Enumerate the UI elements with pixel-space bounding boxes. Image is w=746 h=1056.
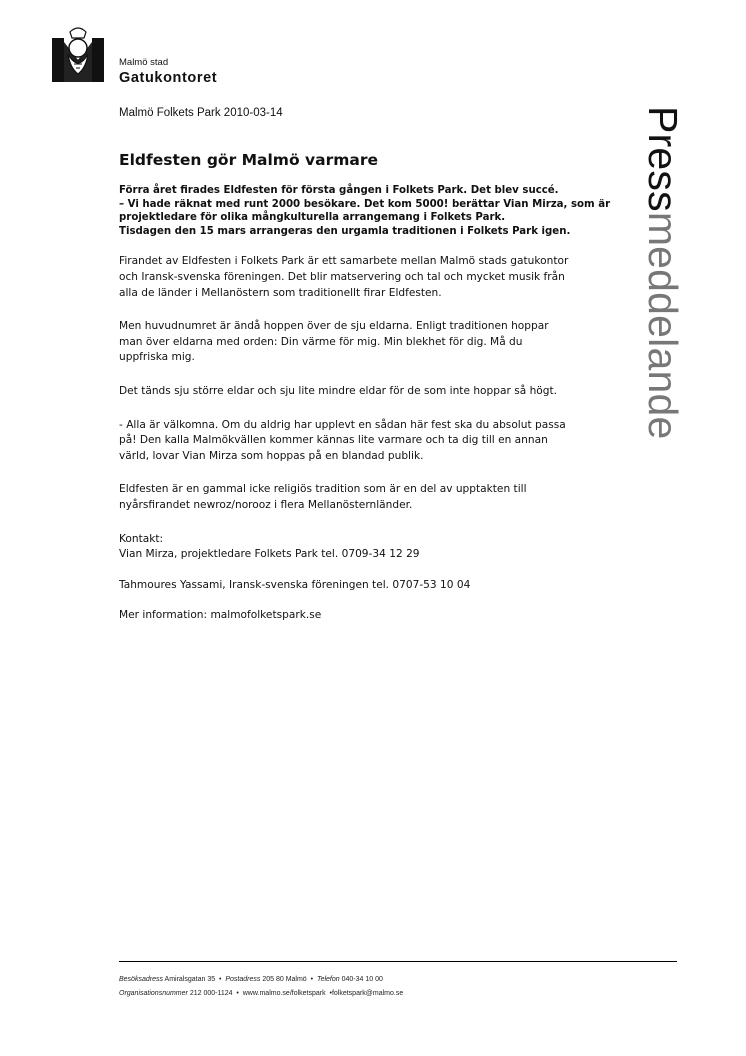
dateline: Malmö Folkets Park 2010-03-14 xyxy=(119,107,283,119)
org-city: Malmö stad xyxy=(119,57,169,68)
paragraph-line: alla de länder i Mellanöstern som traditionellt firar Eldfesten. xyxy=(119,286,442,299)
lead-line: Tisdagen den 15 mars arrangeras den urgamla traditionen i Folkets Park igen. xyxy=(119,225,571,237)
footer-web-link[interactable]: www.malmo.se/folketspark xyxy=(242,990,326,997)
footer-visit-value: Amiralsgatan 35 xyxy=(164,976,216,983)
headline: Eldfesten gör Malmö varmare xyxy=(119,151,378,169)
lead-line: Förra året firades Eldfesten för första gången i Folkets Park. Det blev succé. xyxy=(119,185,559,196)
lead-paragraph xyxy=(119,184,619,238)
contact-line-2 xyxy=(119,578,619,594)
paragraph-fire-jumping xyxy=(119,319,619,366)
footer-line-1 xyxy=(119,973,403,987)
side-label-meddelande: meddelande xyxy=(640,211,686,440)
paragraph-welcome-quote xyxy=(119,418,619,465)
paragraph-tradition xyxy=(119,482,619,513)
contact-block xyxy=(119,532,619,563)
more-info-line: Mer information: malmofolketspark.se xyxy=(119,609,322,622)
footer-line-2 xyxy=(119,987,403,1001)
footer-bullet: • xyxy=(310,976,314,983)
paragraph-fires xyxy=(119,384,619,400)
paragraph-line: Men huvudnumret är ändå hoppen över de sju eldarna. Enligt traditionen hoppar xyxy=(119,320,549,333)
side-label-pressmeddelande xyxy=(640,106,686,440)
paragraph-line: på! Den kalla Malmökvällen kommer kännas lite varmare och ta dig till en annan xyxy=(119,434,548,447)
org-department: Gatukontoret xyxy=(119,70,218,86)
more-information xyxy=(119,608,619,624)
paragraph-line: Firandet av Eldfesten i Folkets Park är ett samarbete mellan Malmö stads gatukontor xyxy=(119,255,569,268)
footer-bullet: • xyxy=(329,990,332,997)
footer xyxy=(119,973,403,1001)
footer-email-link[interactable]: folketspark@malmo.se xyxy=(331,990,404,997)
paragraph-line: - Alla är välkomna. Om du aldrig har upplevt en sådan här fest ska du absolut passa xyxy=(119,418,566,431)
contact-heading: Kontakt: xyxy=(119,532,164,545)
footer-post-label: Postadress xyxy=(225,976,261,983)
paragraph-line: uppfriska mig. xyxy=(119,351,195,364)
lead-line: projektledare för olika mångkulturella arrangemang i Folkets Park. xyxy=(119,212,506,224)
contact-line: Tahmoures Yassami, Iransk-svenska föreningen tel. 0707-53 10 04 xyxy=(119,578,471,591)
footer-phone-value: 040-34 10 00 xyxy=(341,976,383,983)
press-release-body xyxy=(119,150,619,642)
contact-line: Vian Mirza, projektledare Folkets Park tel. 0709-34 12 29 xyxy=(119,548,420,561)
footer-post-value: 205 80 Malmö xyxy=(262,976,307,983)
paragraph-line: och Iransk-svenska föreningen. Det blir matservering och tal och mycket musik från xyxy=(119,270,565,283)
paragraph-line: Eldfesten är en gammal icke religiös tradition som är en del av upptakten till xyxy=(119,483,527,496)
lead-line: – Vi hade räknat med runt 2000 besökare. Det kom 5000! berättar Vian Mirza, som är xyxy=(119,198,611,210)
footer-divider xyxy=(119,961,677,962)
footer-bullet: • xyxy=(219,976,222,983)
footer-visit-label: Besöksadress xyxy=(119,976,163,983)
paragraph-line: nyårsfirandet newroz/norooz i flera Mellanösternländer. xyxy=(119,498,413,511)
footer-phone-label: Telefon xyxy=(316,976,340,983)
paragraph-line: värld, lovar Vian Mirza som hoppas på en blandad publik. xyxy=(119,449,424,462)
side-label-press: Press xyxy=(640,106,686,212)
paragraph-arrangers xyxy=(119,254,619,301)
malmo-coat-of-arms-logo xyxy=(50,24,106,84)
organization-header xyxy=(119,57,217,87)
paragraph-line: man över eldarna med orden: Din värme för mig. Min blekhet för dig. Må du xyxy=(119,335,523,348)
footer-orgnr-value: 212 000-1124 xyxy=(189,990,233,997)
footer-bullet: • xyxy=(236,990,239,997)
paragraph-line: Det tänds sju större eldar och sju lite mindre eldar för de som inte hoppar så högt. xyxy=(119,384,558,397)
footer-orgnr-label: Organisationsnummer xyxy=(119,990,188,997)
